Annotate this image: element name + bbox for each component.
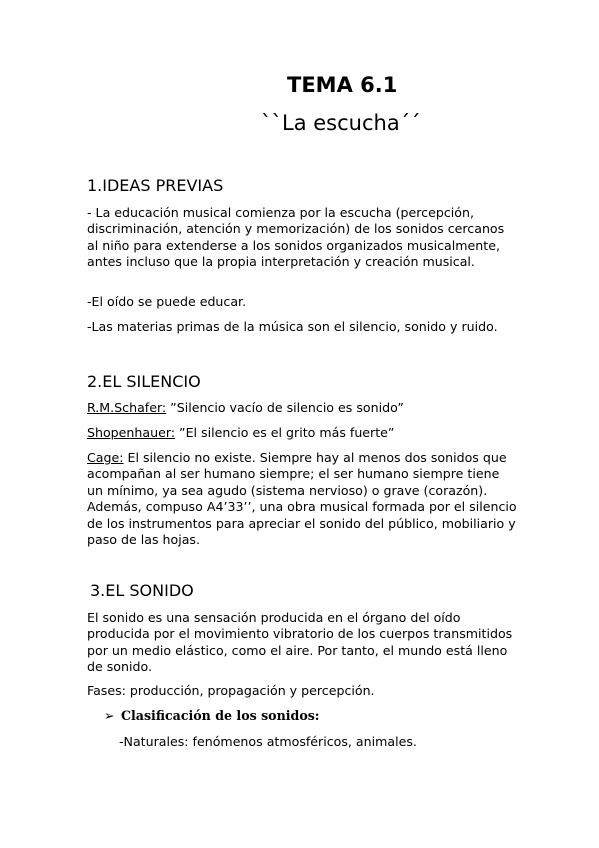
ideas-paragraph-1: - La educación musical comienza por la escucha (percepción, discriminación, atención y memorización) de los sonidos cercanos al niño para extenderse a los sonidos organizados musicalmente, antes incluso que la propia interpretación y creación musical. — [87, 205, 505, 270]
quote-author: Cage: — [87, 450, 124, 465]
document-subtitle: ``La escucha´´ — [261, 111, 421, 135]
quote-shopenhauer — [87, 425, 517, 441]
arrow-bullet-icon: ➢ — [104, 708, 115, 723]
bullet-label: Clasificación de los sonidos: — [121, 708, 320, 723]
quote-author: Shopenhauer: — [87, 425, 176, 440]
quote-author: R.M.Schafer: — [87, 400, 167, 415]
bullet-item — [104, 708, 319, 723]
quote-text: ”El silencio es el grito más fuerte” — [175, 425, 395, 440]
section-heading-silencio: 2.EL SILENCIO — [87, 372, 201, 391]
ideas-paragraph-2: -El oído se puede educar. — [87, 294, 247, 309]
section-heading-ideas: 1.IDEAS PREVIAS — [87, 176, 224, 195]
sonido-paragraph-2: Fases: producción, propagación y percepción. — [87, 683, 375, 698]
quote-schafer — [87, 400, 517, 416]
document-title: TEMA 6.1 — [287, 73, 398, 97]
section-heading-sonido: 3.EL SONIDO — [90, 581, 194, 600]
quote-text: ”Silencio vacío de silencio es sonido” — [166, 400, 404, 415]
ideas-paragraph-3: -Las materias primas de la música son el silencio, sonido y ruido. — [87, 319, 498, 334]
quote-cage — [87, 450, 517, 548]
sonido-paragraph-1: El sonido es una sensación producida en el órgano del oído producida por el movimiento vibratorio de los cuerpos transmitidos por un medio elástico, como el aire. Por tanto, el mundo está lleno de sonido. — [87, 610, 513, 675]
quote-text: El silencio no existe. Siempre hay al menos dos sonidos que acompañan al ser humano siempre; el ser humano siempre tiene un mínimo, ya sea agudo (sistema nervioso) o grave (corazón). Además, compuso A4’33’’, una obra musical formada por el silencio de los instrumentos para apreciar el sonido del público, mobiliario y paso de las hojas. — [87, 450, 517, 548]
sub-item: -Naturales: fenómenos atmosféricos, animales. — [119, 734, 417, 749]
